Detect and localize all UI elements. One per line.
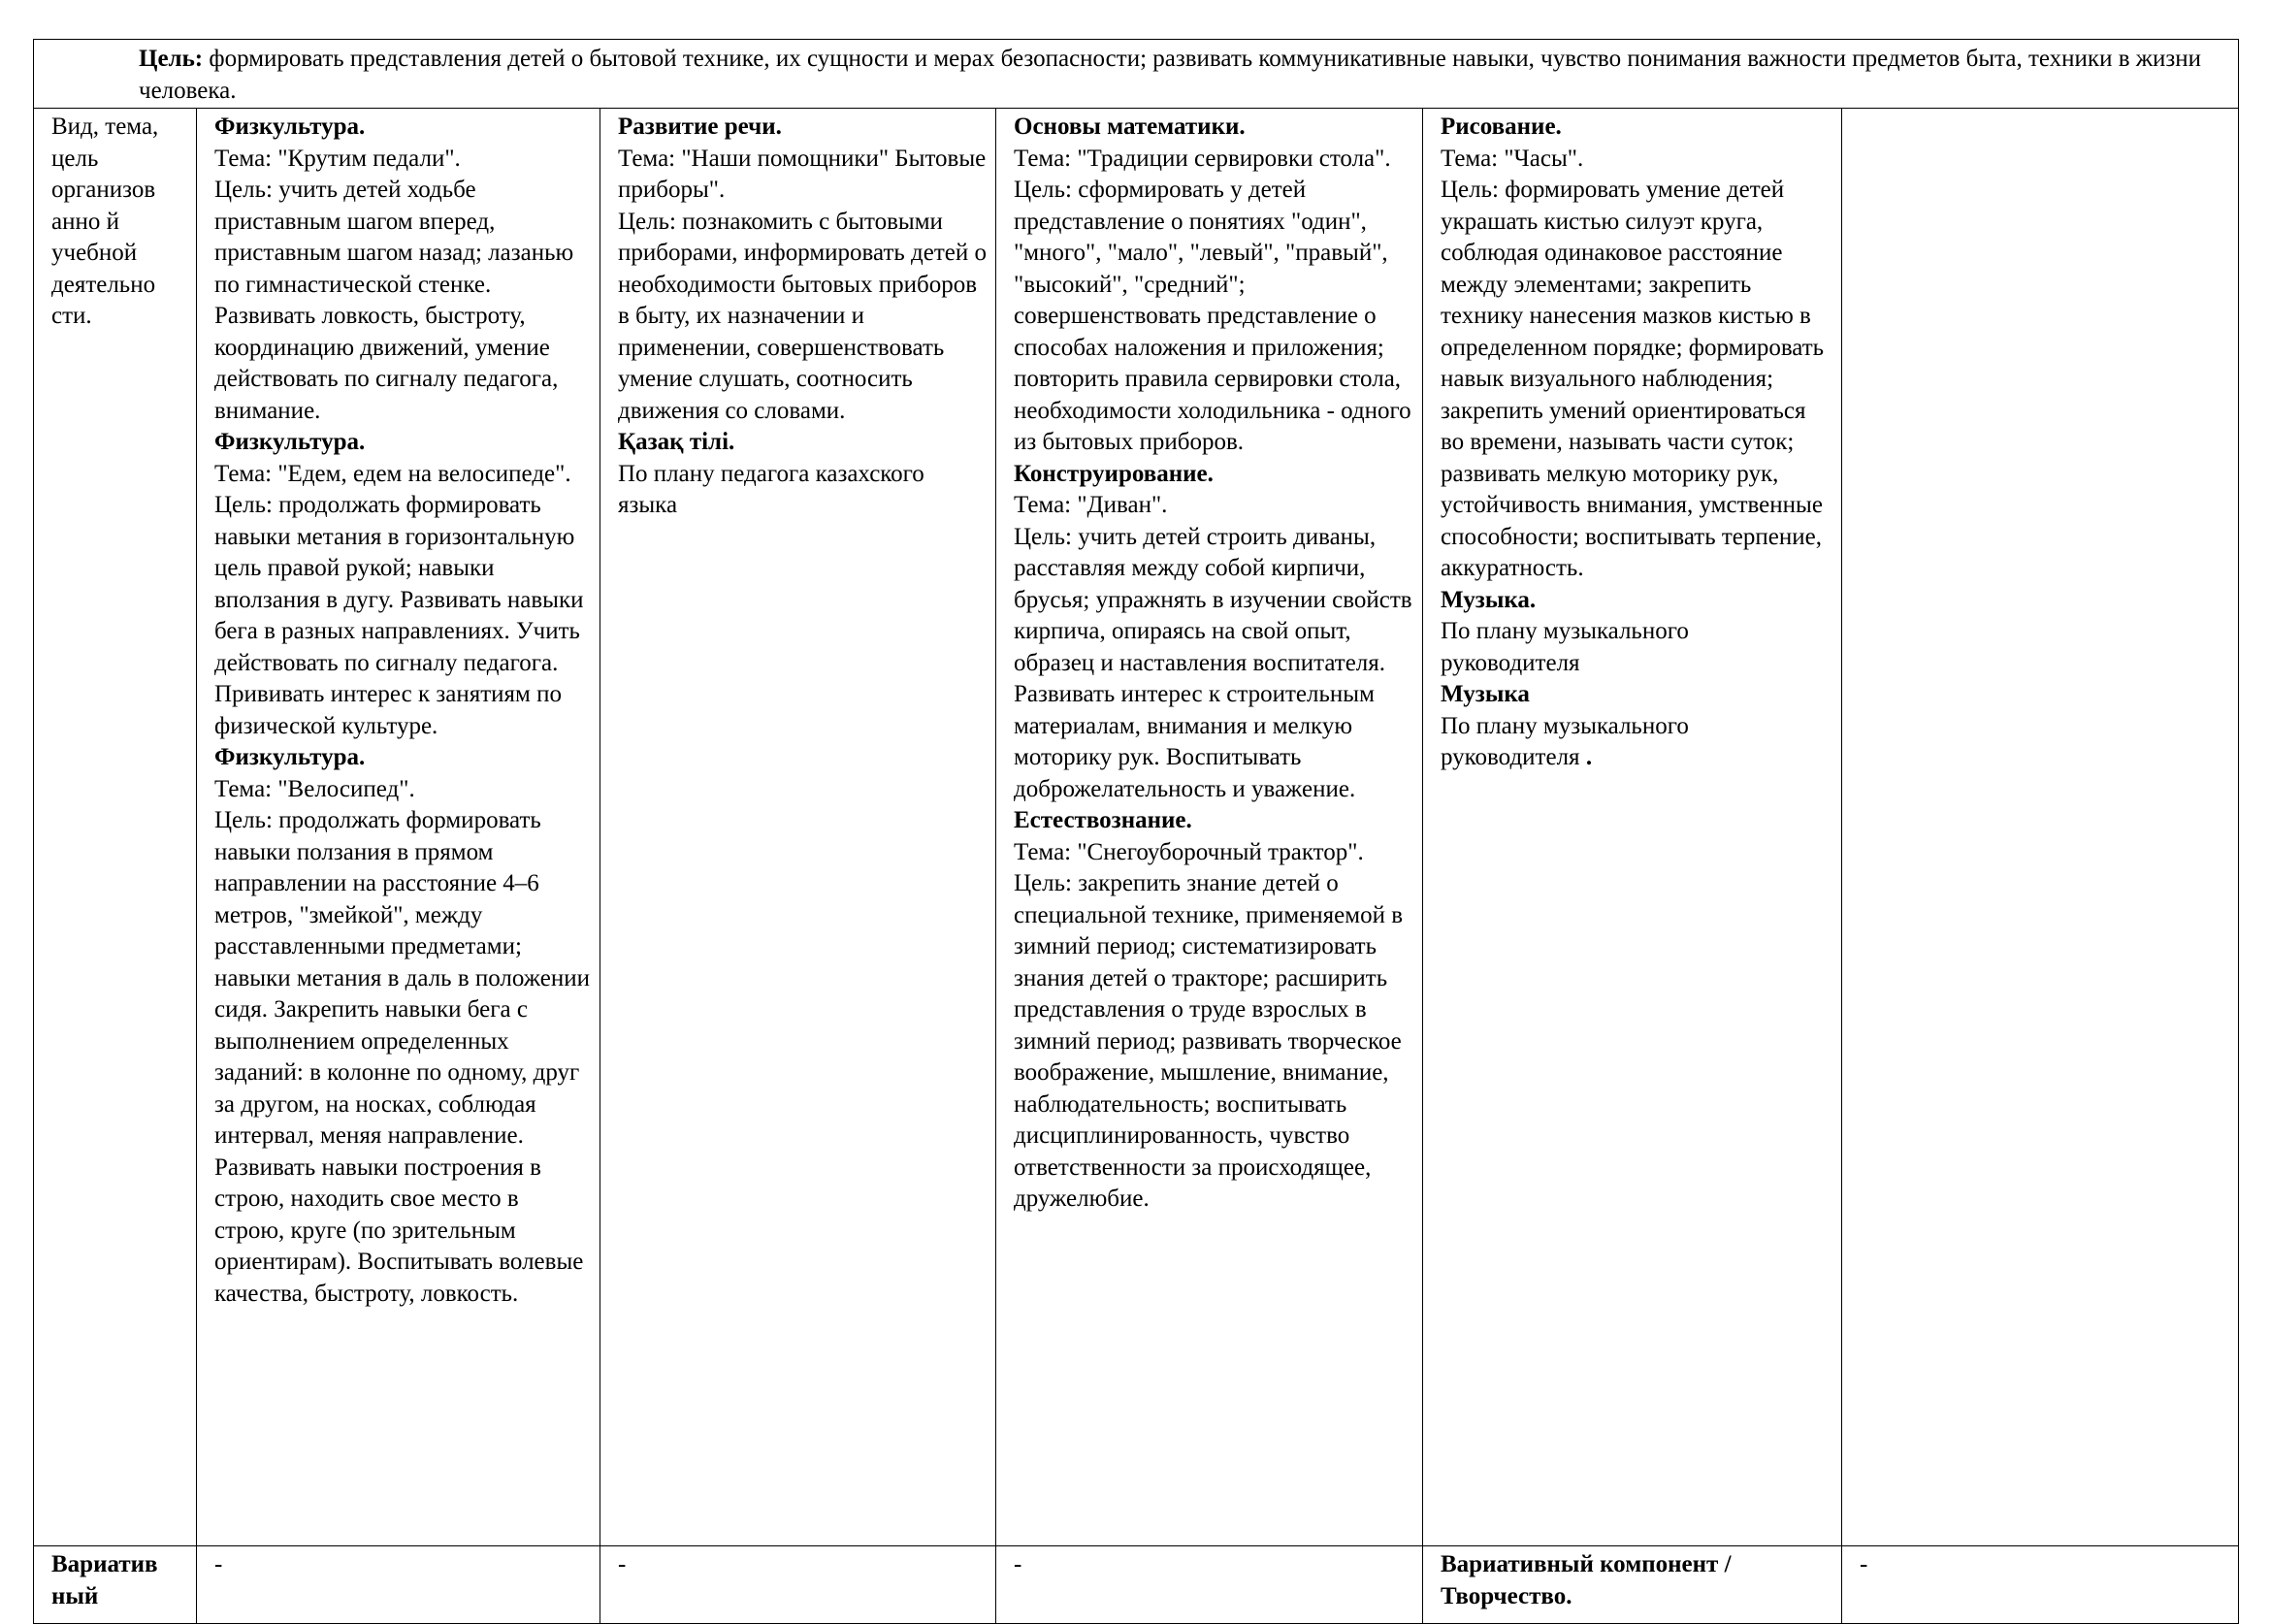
variative-col2: - [600,1546,996,1624]
row-label-activity: Вид, тема, цель организов анно й учебной деятельно сти. [34,109,197,1546]
column-empty [1842,109,2239,1546]
row-label-variative: Вариатив ный [34,1546,197,1624]
subject-heading: Физкультура. [214,114,366,140]
subject-text: Тема: "Едем, едем на велосипеде". [214,460,571,487]
subject-heading: Основы математики. [1014,114,1246,140]
subject-text: Тема: "Велосипед". [214,775,415,802]
subject-text: Цель: учить детей строить диваны, расставляя между собой кирпичи, брусья; упражнять в изучении свойств кирпича, опираясь на свой опыт, образец и наставления воспитателя. Развивать интерес к строительным материалам, внимания и мелкую моторику рук. Воспитывать доброжелательность и уважение. [1014,523,1412,802]
subject-text: Цель: продолжать формировать навыки ползания в прямом направлении на расстояние 4–6 метров, "змейкой", между расставленными предметами; навыки метания в даль в положении сидя. Закрепить навыки бега с выполнением определенных заданий: в колонне по одному, друг за другом, на носках, соблюдая интервал, меняя направление. Развивать навыки построения в строю, находить свое место в строю, круге (по зрительным ориентирам). Воспитывать волевые качества, быстроту, ловкость. [214,807,590,1307]
subject-heading: Физкультура. [214,429,366,455]
subject-text: По плану педагога казахского языка [618,460,924,518]
subject-heading: Физкультура. [214,744,366,770]
column-drawing [1423,109,1842,1546]
goal-cell [34,40,2239,109]
trailing-mark: . [1579,744,1593,770]
subject-heading: Музыка [1441,681,1530,707]
subject-text: По плану музыкального руководителя [1441,618,1689,676]
goal-row [34,40,2239,109]
subject-text: Тема: "Снегоуборочный трактор". Цель: закрепить знание детей о специальной технике, применяемой в зимний период; систематизировать знания детей о тракторе; расширить представления о труде взрослых в зимний период; развивать творческое воображение, мышление, внимание, наблюдательность; воспитывать дисциплинированность, чувство ответственности за происходящее, дружелюбие. [1014,838,1404,1212]
goal-label: Цель: [139,46,204,72]
subject-text: Цель: продолжать формировать навыки метания в горизонтальную цель правой рукой; навыки вползания в дугу. Развивать навыки бега в разных направлениях. Учить действовать по сигналу педагога. Прививать интерес к занятиям по физической культуре. [214,492,584,739]
subject-text: Тема: "Наши помощники" Бытовые приборы". [618,145,987,203]
variative-row [34,1546,2239,1624]
subject-heading: Естествознание. [1014,807,1192,833]
variative-col1: - [197,1546,600,1624]
variative-col5: - [1842,1546,2239,1624]
subject-text: По плану музыкального руководителя . [1441,712,1689,770]
activities-row [34,109,2239,1546]
subject-text: Тема: "Традиции сервировки стола". [1014,145,1391,172]
subject-heading: Музыка. [1441,586,1537,613]
subject-text: Тема: "Диван". [1014,492,1168,518]
subject-text: Цель: учить детей ходьбе приставным шагом вперед, приставным шагом назад; лазанью по гимнастической стенке. Развивать ловкость, быстроту, координацию движений, умение действовать по сигналу педагога, внимание. [214,177,574,424]
subject-heading: Рисование. [1441,114,1562,140]
goal-text: формировать представления детей о бытовой технике, их сущности и мерах безопасности; развивать коммуникативные навыки, чувство понимания важности предметов быта, техники в жизни человека. [139,46,2202,104]
column-speech-development [600,109,996,1546]
column-physical-education [197,109,600,1546]
subject-text: Тема: "Крутим педали". [214,145,461,172]
subject-heading: Конструирование. [1014,460,1214,487]
plan-table [33,39,2239,1624]
subject-heading: Развитие речи. [618,114,782,140]
subject-text: Цель: познакомить с бытовыми приборами, информировать детей о необходимости бытовых приборов в быту, их назначении и применении, совершенствовать умение слушать, соотносить движения со словами. [618,208,988,424]
subject-heading: Қазақ тілі. [618,429,735,455]
column-mathematics [996,109,1423,1546]
variative-col4: Вариативный компонент / Творчество. [1423,1546,1842,1624]
subject-text: Цель: формировать умение детей украшать кистью силуэт круга, соблюдая одинаковое расстояние между элементами; закрепить технику нанесения мазков кистью в определенном порядке; формировать навык визуального наблюдения; закрепить умений ориентироваться во времени, называть части суток; развивать мелкую моторику рук, устойчивость внимания, умственные способности; воспитывать терпение, аккуратность. [1441,177,1825,581]
variative-col3: - [996,1546,1423,1624]
subject-text: Тема: "Часы". [1441,145,1584,172]
subject-text: Цель: сформировать у детей представление о понятиях "один", "много", "мало", "левый", "правый", "высокий", "средний"; совершенствовать представление о способах наложения и приложения; повторить правила сервировки стола, необходимости холодильника - одного из бытовых приборов. [1014,177,1411,455]
